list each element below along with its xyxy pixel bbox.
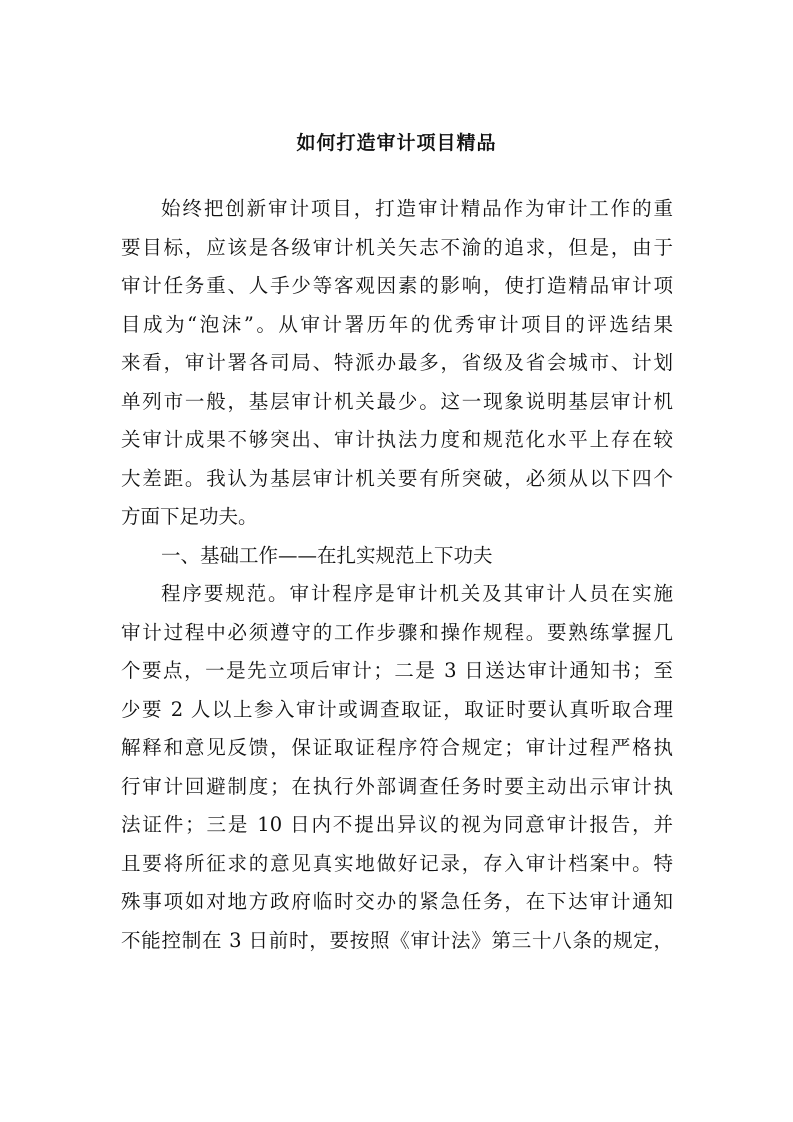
text-line: 且要将所征求的意见真实地做好记录，存入审计档案中。特: [121, 851, 673, 875]
text-line: 来看，审计署各司局、特派办最多，省级及省会城市、计划: [121, 351, 673, 374]
text-line: 要目标，应该是各级审计机关矢志不渝的追求，但是，由于: [121, 235, 673, 259]
text-line: 法证件；三是 10 日内不提出异议的视为同意审计报告，并: [121, 813, 673, 836]
text-line: 解释和意见反馈，保证取证程序符合规定；审计过程严格执: [121, 736, 673, 759]
text-line: 方面下足功夫。: [121, 505, 258, 528]
text-line: 大差距。我认为基层审计机关要有所突破，必须从以下四个: [121, 466, 673, 490]
text-line: 审计过程中必须遵守的工作步骤和操作规程。要熟练掌握几: [121, 620, 673, 644]
document-title: 如何打造审计项目精品: [296, 132, 497, 154]
text-line: 行审计回避制度；在执行外部调查任务时要主动出示审计执: [121, 774, 673, 798]
text-line: 殊事项如对地方政府临时交办的紧急任务，在下达审计通知: [121, 890, 673, 913]
text-line: 少要 2 人以上参入审计或调查取证，取证时要认真听取合理: [121, 697, 673, 721]
text-line: 不能控制在 3 日前时，要按照《审计法》第三十八条的规定，: [121, 928, 673, 952]
text-line: 一、基础工作——在扎实规范上下功夫: [161, 543, 493, 567]
text-line: 目成为“泡沫”。从审计署历年的优秀审计项目的评选结果: [121, 312, 673, 336]
document-body: [121, 190, 673, 960]
text-line: 个要点，一是先立项后审计；二是 3 日送达审计通知书；至: [121, 659, 673, 682]
text-line: 程序要规范。审计程序是审计机关及其审计人员在实施: [161, 582, 673, 605]
text-line: 审计任务重、人手少等客观因素的影响，使打造精品审计项: [121, 274, 673, 297]
text-line: 关审计成果不够突出、审计执法力度和规范化水平上存在较: [121, 428, 673, 451]
text-line: 单列市一般，基层审计机关最少。这一现象说明基层审计机: [121, 389, 673, 413]
text-line: 始终把创新审计项目，打造审计精品作为审计工作的重: [161, 197, 673, 220]
